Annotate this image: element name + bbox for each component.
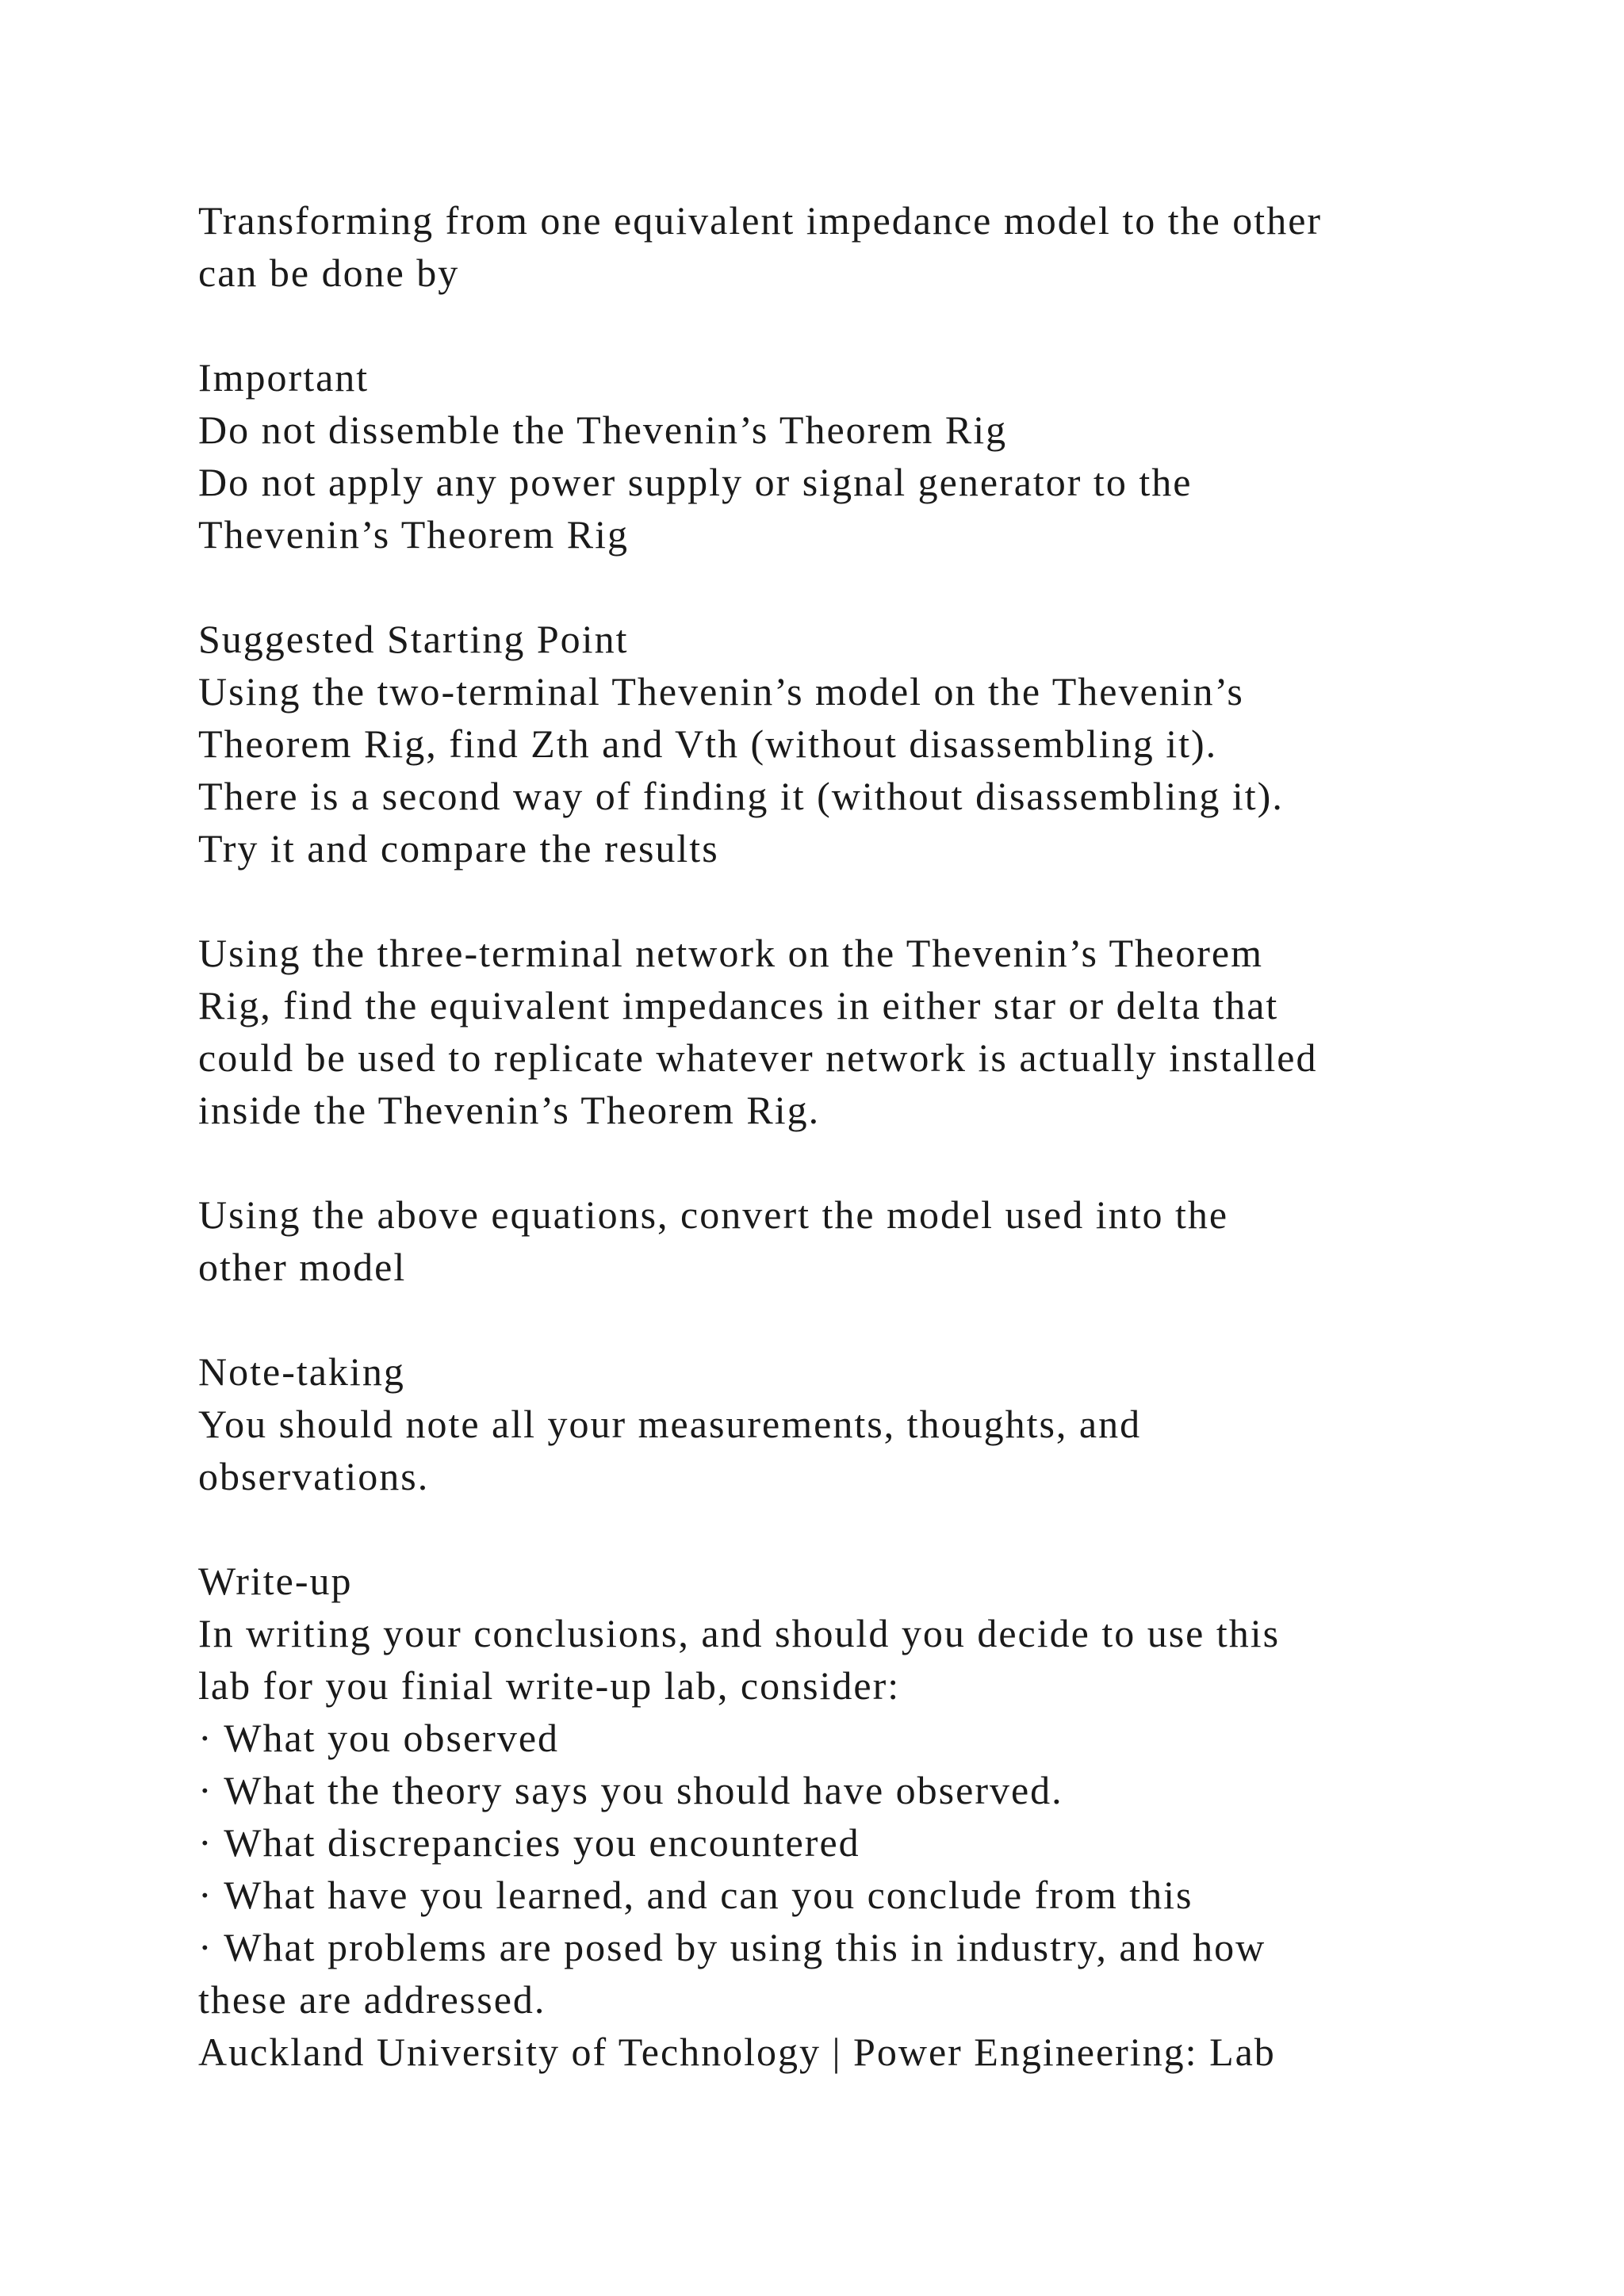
convert-paragraph <box>198 1188 1515 1293</box>
section-heading-note-taking: Note-taking <box>198 1349 405 1394</box>
text-line: Transforming from one equivalent impedance model to the other <box>198 198 1323 243</box>
paragraph-gap <box>198 874 1515 927</box>
write-up-section <box>198 1555 1515 2026</box>
text-line: Using the three-terminal network on the Thevenin’s Theorem <box>198 931 1263 975</box>
text-line: Using the two-terminal Thevenin’s model on the Thevenin’s <box>198 669 1244 714</box>
section-heading-important: Important <box>198 355 370 400</box>
text-line: Rig, find the equivalent impedances in either star or delta that <box>198 983 1279 1027</box>
document-page <box>198 194 1515 2078</box>
bullet-item: · What you observed <box>198 1716 560 1760</box>
important-section <box>198 351 1515 561</box>
bullet-item: · What problems are posed by using this in industry, and how <box>198 1925 1266 1969</box>
text-line: other model <box>198 1245 407 1289</box>
text-line: Try it and compare the results <box>198 826 719 871</box>
text-line: these are addressed. <box>198 1977 546 2022</box>
text-line: You should note all your measurements, thoughts, and <box>198 1402 1142 1446</box>
text-line: Theorem Rig, find Zth and Vth (without disassembling it). <box>198 721 1218 766</box>
bullet-item: · What have you learned, and can you conclude from this <box>198 1873 1193 1917</box>
text-line: There is a second way of finding it (without disassembling it). <box>198 774 1284 818</box>
note-taking-section <box>198 1345 1515 1502</box>
text-line: can be done by <box>198 251 460 295</box>
paragraph-gap <box>198 561 1515 613</box>
starting-point-section <box>198 613 1515 874</box>
footer-text: Auckland University of Technology | Power Engineering: Lab <box>198 2030 1276 2074</box>
paragraph-gap <box>198 1293 1515 1345</box>
text-line: inside the Thevenin’s Theorem Rig. <box>198 1088 821 1132</box>
section-heading-write-up: Write-up <box>198 1559 353 1603</box>
text-line: lab for you finial write-up lab, consider: <box>198 1663 901 1708</box>
three-terminal-paragraph <box>198 927 1515 1136</box>
text-line: Using the above equations, convert the model used into the <box>198 1192 1229 1237</box>
text-line: observations. <box>198 1454 430 1498</box>
paragraph-gap <box>198 299 1515 351</box>
bullet-item: · What discrepancies you encountered <box>198 1820 860 1865</box>
text-line: Do not apply any power supply or signal generator to the <box>198 460 1193 504</box>
text-line: Do not dissemble the Thevenin’s Theorem Rig <box>198 408 1008 452</box>
text-line: Thevenin’s Theorem Rig <box>198 512 629 557</box>
section-heading-starting-point: Suggested Starting Point <box>198 617 629 661</box>
paragraph-gap <box>198 1502 1515 1555</box>
text-line: In writing your conclusions, and should you decide to use this <box>198 1611 1281 1655</box>
text-line: could be used to replicate whatever network is actually installed <box>198 1035 1318 1080</box>
bullet-item: · What the theory says you should have observed. <box>198 1768 1063 1812</box>
paragraph-gap <box>198 1136 1515 1188</box>
intro-paragraph <box>198 194 1515 299</box>
